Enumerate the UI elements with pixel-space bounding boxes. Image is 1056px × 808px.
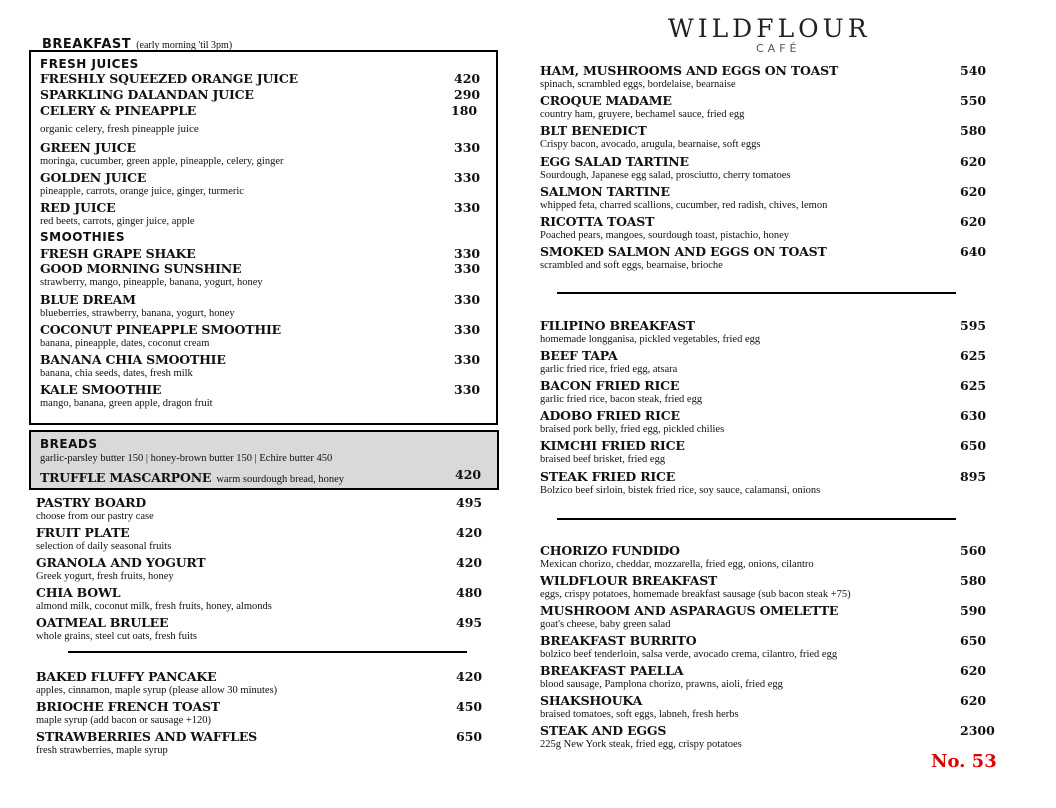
item-price: 580	[960, 123, 987, 138]
item-desc: maple syrup (add bacon or sausage +120)	[36, 715, 212, 726]
item-name: FRESHLY SQUEEZED ORANGE JUICE	[40, 71, 298, 86]
item-desc: Crispy bacon, avocado, arugula, bearnaise, soft eggs	[540, 139, 761, 150]
item-price: 420	[456, 669, 483, 684]
item-name: TRUFFLE MASCARPONE	[40, 470, 212, 485]
menu-item	[36, 525, 171, 554]
item-price: 330	[454, 261, 481, 276]
menu-item	[40, 261, 263, 290]
item-price: 895	[960, 469, 987, 484]
item-name: FRUIT PLATE	[36, 525, 130, 540]
item-name: BAKED FLUFFY PANCAKE	[36, 669, 217, 684]
menu-item	[40, 71, 298, 86]
menu-item	[36, 729, 257, 758]
item-name: PASTRY BOARD	[36, 495, 147, 510]
item-price: 330	[454, 200, 481, 215]
brand-logo: WILDFLOUR	[668, 14, 871, 43]
item-name: OATMEAL BRULEE	[36, 615, 169, 630]
item-desc: scrambled and soft eggs, bearnaise, brioche	[540, 260, 723, 271]
item-price: 330	[454, 352, 481, 367]
item-price: 580	[960, 573, 987, 588]
menu-item	[540, 723, 742, 752]
item-desc: red beets, carrots, ginger juice, apple	[40, 216, 195, 227]
menu-item	[540, 214, 789, 243]
menu-item	[36, 615, 197, 644]
item-desc: moringa, cucumber, green apple, pineapple, celery, ginger	[40, 156, 284, 167]
item-price: 290	[454, 87, 481, 102]
item-desc: 225g New York steak, fried egg, crispy potatoes	[540, 739, 742, 750]
item-name: CHIA BOWL	[36, 585, 121, 600]
item-desc: goat's cheese, baby green salad	[540, 619, 671, 630]
item-desc: Poached pears, mangoes, sourdough toast, pistachio, honey	[540, 230, 790, 241]
item-price: 550	[960, 93, 987, 108]
item-name: GRANOLA AND YOGURT	[36, 555, 206, 570]
menu-item	[540, 603, 838, 632]
item-price: 650	[960, 438, 987, 453]
menu-item	[40, 103, 199, 136]
item-desc: braised tomatoes, soft eggs, labneh, fresh herbs	[540, 709, 739, 720]
section-divider	[557, 292, 956, 294]
item-name: ADOBO FRIED RICE	[540, 408, 680, 423]
menu-item	[36, 555, 206, 584]
item-name: SHAKSHOUKA	[540, 693, 643, 708]
item-price: 590	[960, 603, 987, 618]
menu-item	[36, 669, 277, 698]
item-price: 630	[960, 408, 987, 423]
item-name: FRESH GRAPE SHAKE	[40, 246, 196, 261]
menu-item	[36, 699, 220, 728]
section-divider	[557, 518, 956, 520]
item-price: 595	[960, 318, 987, 333]
menu-item	[40, 292, 235, 321]
item-desc: banana, chia seeds, dates, fresh milk	[40, 368, 193, 379]
item-price: 650	[960, 633, 987, 648]
menu-item	[540, 244, 827, 273]
fresh-juices-label: FRESH JUICES	[40, 57, 139, 71]
item-desc: choose from our pastry case	[36, 511, 154, 522]
item-desc: country ham, gruyere, bechamel sauce, fried egg	[540, 109, 745, 120]
item-name: BREAKFAST BURRITO	[540, 633, 697, 648]
item-name: BLT BENEDICT	[540, 123, 647, 138]
item-name: STEAK AND EGGS	[540, 723, 667, 738]
item-desc: blood sausage, Pamplona chorizo, prawns, aioli, fried egg	[540, 679, 783, 690]
menu-item	[40, 140, 284, 169]
menu-item	[540, 378, 702, 407]
item-price: 420	[456, 525, 483, 540]
breads-label: BREADS	[40, 437, 98, 451]
menu-item	[540, 93, 744, 122]
item-name: EGG SALAD TARTINE	[540, 154, 689, 169]
item-desc: almond milk, coconut milk, fresh fruits, honey, almonds	[36, 601, 272, 612]
item-name: CROQUE MADAME	[540, 93, 672, 108]
item-desc: mango, banana, green apple, dragon fruit	[40, 398, 213, 409]
item-price: 495	[456, 615, 483, 630]
item-desc: strawberry, mango, pineapple, banana, yogurt, honey	[40, 277, 263, 288]
breakfast-title: BREAKFAST	[42, 37, 132, 52]
menu-item	[540, 438, 685, 467]
item-name: BEEF TAPA	[540, 348, 618, 363]
menu-item	[540, 469, 820, 498]
smoothies-label: SMOOTHIES	[40, 230, 126, 244]
item-name: CHORIZO FUNDIDO	[540, 543, 680, 558]
item-name: FILIPINO BREAKFAST	[540, 318, 695, 333]
menu-item	[40, 382, 213, 411]
item-price: 620	[960, 184, 987, 199]
item-price: 560	[960, 543, 987, 558]
item-desc: bolzico beef tenderloin, salsa verde, avocado crema, cilantro, fried egg	[540, 649, 838, 660]
item-desc: organic celery, fresh pineapple juice	[40, 123, 199, 135]
item-name: MUSHROOM AND ASPARAGUS OMELETTE	[540, 603, 839, 618]
menu-item	[540, 63, 838, 92]
item-name: KIMCHI FRIED RICE	[540, 438, 685, 453]
item-name: HAM, MUSHROOMS AND EGGS ON TOAST	[540, 63, 839, 78]
menu-item	[540, 123, 760, 152]
menu-item	[40, 467, 344, 487]
item-desc: braised beef brisket, fried egg	[540, 454, 666, 465]
item-name: STEAK FRIED RICE	[540, 469, 676, 484]
menu-item	[540, 543, 814, 572]
item-desc: Sourdough, Japanese egg salad, prosciutto, cherry tomatoes	[540, 170, 791, 181]
item-desc: garlic fried rice, fried egg, atsara	[540, 364, 678, 375]
item-price: 2300	[960, 723, 995, 738]
item-name: BACON FRIED RICE	[540, 378, 680, 393]
item-name: BREAKFAST PAELLA	[540, 663, 684, 678]
menu-item	[40, 352, 226, 381]
item-desc: pineapple, carrots, orange juice, ginger, turmeric	[40, 186, 244, 197]
item-price: 620	[960, 214, 987, 229]
item-name: STRAWBERRIES AND WAFFLES	[36, 729, 257, 744]
item-name: WILDFLOUR BREAKFAST	[540, 573, 718, 588]
item-price: 330	[454, 292, 481, 307]
item-price: 640	[960, 244, 987, 259]
item-desc: fresh strawberries, maple syrup	[36, 745, 168, 756]
item-price: 495	[456, 495, 483, 510]
item-price: 620	[960, 663, 987, 678]
item-desc: Bolzico beef sirloin, bistek fried rice, soy sauce, calamansi, onions	[540, 485, 821, 496]
menu-item	[540, 663, 783, 692]
item-price: 330	[454, 246, 481, 261]
item-price: 625	[960, 348, 987, 363]
item-name: CELERY & PINEAPPLE	[40, 103, 197, 118]
item-price: 330	[454, 322, 481, 337]
item-name: KALE SMOOTHIE	[40, 382, 162, 397]
menu-item	[540, 348, 677, 377]
item-desc: whipped feta, charred scallions, cucumber, red radish, chives, lemon	[540, 200, 828, 211]
item-price: 330	[454, 170, 481, 185]
item-desc: braised pork belly, fried egg, pickled chilies	[540, 424, 725, 435]
item-name: BRIOCHE FRENCH TOAST	[36, 699, 220, 714]
menu-item	[36, 495, 154, 524]
item-price: 180	[451, 103, 478, 118]
menu-item	[540, 184, 827, 213]
item-price: 540	[960, 63, 987, 78]
item-name: COCONUT PINEAPPLE SMOOTHIE	[40, 322, 281, 337]
menu-item	[40, 246, 196, 261]
item-desc: apples, cinnamon, maple syrup (please allow 30 minutes)	[36, 685, 278, 696]
item-name: BLUE DREAM	[40, 292, 136, 307]
brand-subtitle: CAFÉ	[756, 42, 801, 55]
menu-item	[540, 633, 837, 662]
menu-item	[540, 154, 790, 183]
item-price: 450	[456, 699, 483, 714]
item-price: 420	[454, 71, 481, 86]
item-name: RED JUICE	[40, 200, 116, 215]
item-name: GOLDEN JUICE	[40, 170, 147, 185]
item-name: GOOD MORNING SUNSHINE	[40, 261, 242, 276]
item-name: RICOTTA TOAST	[540, 214, 655, 229]
item-price: 330	[454, 140, 481, 155]
item-price: 420	[455, 467, 482, 482]
item-name: SALMON TARTINE	[540, 184, 670, 199]
item-price: 620	[960, 693, 987, 708]
breads-butters: garlic-parsley butter 150 | honey-brown butter 150 | Echire butter 450	[40, 453, 333, 464]
menu-item	[540, 408, 724, 437]
item-desc: spinach, scrambled eggs, bordelaise, bearnaise	[540, 79, 736, 90]
item-desc: whole grains, steel cut oats, fresh fuits	[36, 631, 197, 642]
item-price: 480	[456, 585, 483, 600]
item-desc: Greek yogurt, fresh fruits, honey	[36, 571, 174, 582]
item-desc: Mexican chorizo, cheddar, mozzarella, fried egg, onions, cilantro	[540, 559, 814, 570]
item-desc: homemade longganisa, pickled vegetables, fried egg	[540, 334, 761, 345]
item-price: 650	[456, 729, 483, 744]
item-name: SPARKLING DALANDAN JUICE	[40, 87, 254, 102]
item-price: 330	[454, 382, 481, 397]
item-desc: selection of daily seasonal fruits	[36, 541, 172, 552]
menu-item	[40, 170, 244, 199]
item-price: 620	[960, 154, 987, 169]
item-name: GREEN JUICE	[40, 140, 136, 155]
menu-item	[36, 585, 272, 614]
section-divider	[68, 651, 467, 653]
item-desc: warm sourdough bread, honey	[216, 474, 345, 485]
item-name: SMOKED SALMON AND EGGS ON TOAST	[540, 244, 827, 259]
item-name: BANANA CHIA SMOOTHIE	[40, 352, 226, 367]
item-desc: banana, pineapple, dates, coconut cream	[40, 338, 210, 349]
menu-item	[40, 87, 254, 102]
item-desc: eggs, crispy potatoes, homemade breakfast sausage (sub bacon steak +75)	[540, 589, 851, 600]
page-number: No. 53	[931, 751, 997, 772]
item-price: 420	[456, 555, 483, 570]
menu-item	[40, 322, 281, 351]
item-desc: garlic fried rice, bacon steak, fried egg	[540, 394, 703, 405]
menu-item	[540, 693, 739, 722]
item-price: 625	[960, 378, 987, 393]
breakfast-subtitle: (early morning 'til 3pm)	[136, 40, 233, 51]
menu-item	[40, 200, 195, 229]
menu-item	[540, 573, 851, 602]
item-desc: blueberries, strawberry, banana, yogurt, honey	[40, 308, 235, 319]
menu-item	[540, 318, 760, 347]
